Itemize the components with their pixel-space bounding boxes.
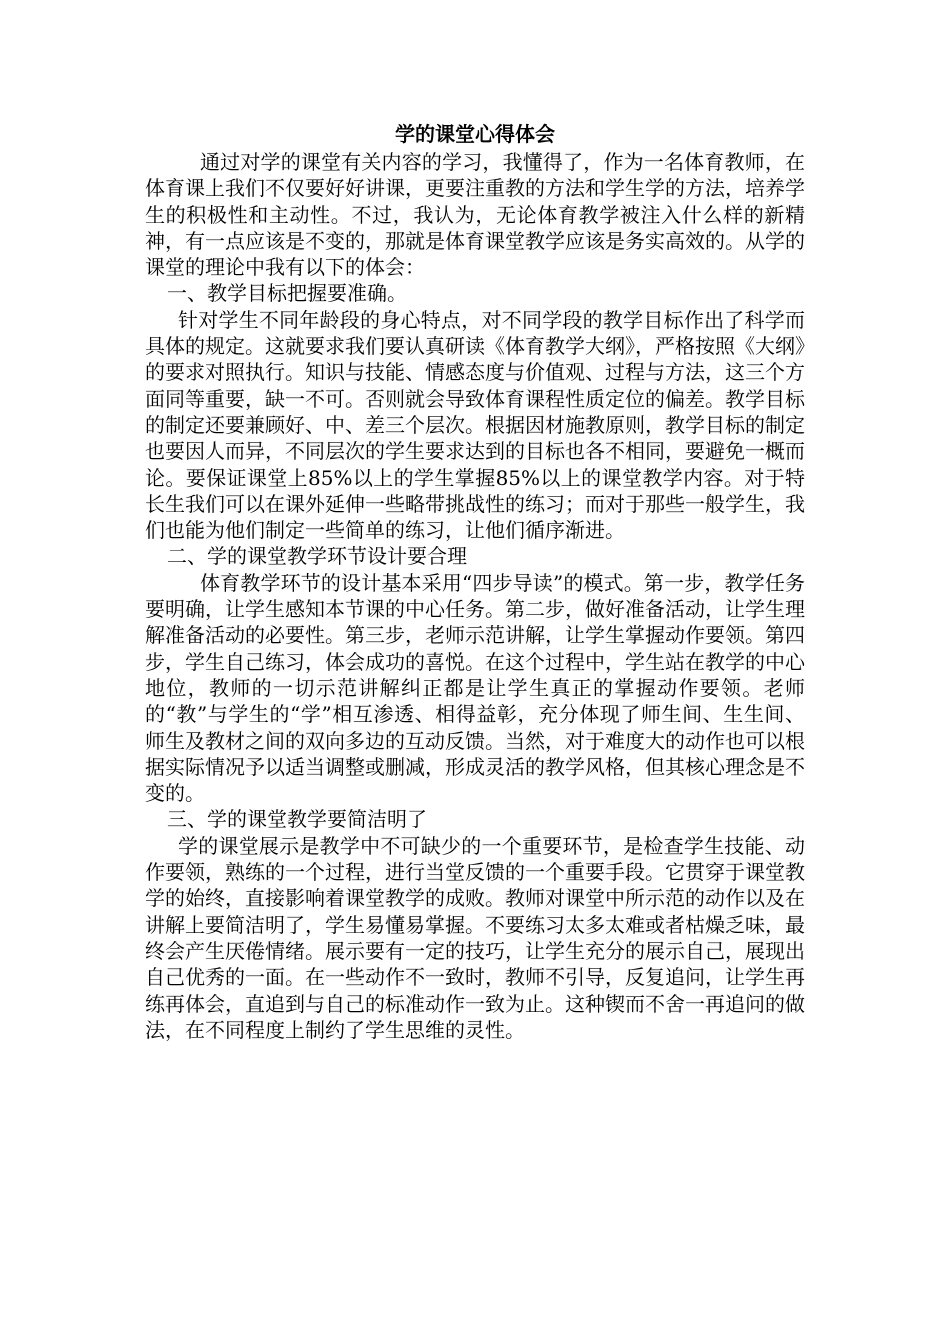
- document-body: [145, 149, 805, 1043]
- intro-paragraph: 通过对学的课堂有关内容的学习，我懂得了，作为一名体育教师，在体育课上我们不仅要好好讲课，更要注重教的方法和学生学的方法，培养学生的积极性和主动性。不过，我认为，无论体育教学被注入什么样的新精神，有一点应该是不变的，那就是体育课堂教学应该是务实高效的。从学的课堂的理论中我有以下的体会：: [145, 150, 805, 280]
- section-paragraph-1: 针对学生不同年龄段的身心特点，对不同学段的教学目标作出了科学而具体的规定。这就要求我们要认真研读《体育教学大纲》，严格按照《大纲》的要求对照执行。知识与技能、情感态度与价值观、过程与方法，这三个方面同等重要，缺一不可。否则就会导致体育课程性质定位的偏差。教学目标的制定还要兼顾好、中、差三个层次。根据因材施教原则，教学目标的制定也要因人而异，不同层次的学生要求达到的目标也各不相同，要避免一概而论。要保证课堂上85%以上的学生掌握85%以上的课堂教学内容。对于特长生我们可以在课外延伸一些略带挑战性的练习；而对于那些一般学生，我们也能为他们制定一些简单的练习，让他们循序渐进。: [145, 307, 805, 543]
- section-paragraph-2: 体育教学环节的设计基本采用“四步导读”的模式。第一步，教学任务要明确，让学生感知本节课的中心任务。第二步，做好准备活动，让学生理解准备活动的必要性。第三步，老师示范讲解，让学生掌握动作要领。第四步，学生自己练习，体会成功的喜悦。在这个过程中，学生站在教学的中心地位，教师的一切示范讲解纠正都是让学生真正的掌握动作要领。老师的“教”与学生的“学”相互渗透、相得益彰，充分体现了师生间、生生间、师生及教材之间的双向多边的互动反馈。当然，对于难度大的动作也可以根据实际情况予以适当调整或删减，形成灵活的教学风格，但其核心理念是不变的。: [145, 570, 805, 806]
- section-heading-3: 三、学的课堂教学要简洁明了: [167, 807, 427, 832]
- section-heading-2: 二、学的课堂教学环节设计要合理: [167, 544, 467, 569]
- section-heading-1: 一、教学目标把握要准确。: [167, 281, 407, 306]
- section-paragraph-3: 学的课堂展示是教学中不可缺少的一个重要环节，是检查学生技能、动作要领，熟练的一个过程，进行当堂反馈的一个重要手段。它贯穿于课堂教学的始终，直接影响着课堂教学的成败。教师对课堂中所示范的动作以及在讲解上要简洁明了，学生易懂易掌握。不要练习太多太难或者枯燥乏味，最终会产生厌倦情绪。展示要有一定的技巧，让学生充分的展示自己，展现出自己优秀的一面。在一些动作不一致时，教师不引导，反复追问，让学生再练再体会，直追到与自己的标准动作一致为止。这种锲而不舍一再追问的做法，在不同程度上制约了学生思维的灵性。: [145, 833, 805, 1042]
- document-title: 学的课堂心得体会: [395, 122, 555, 146]
